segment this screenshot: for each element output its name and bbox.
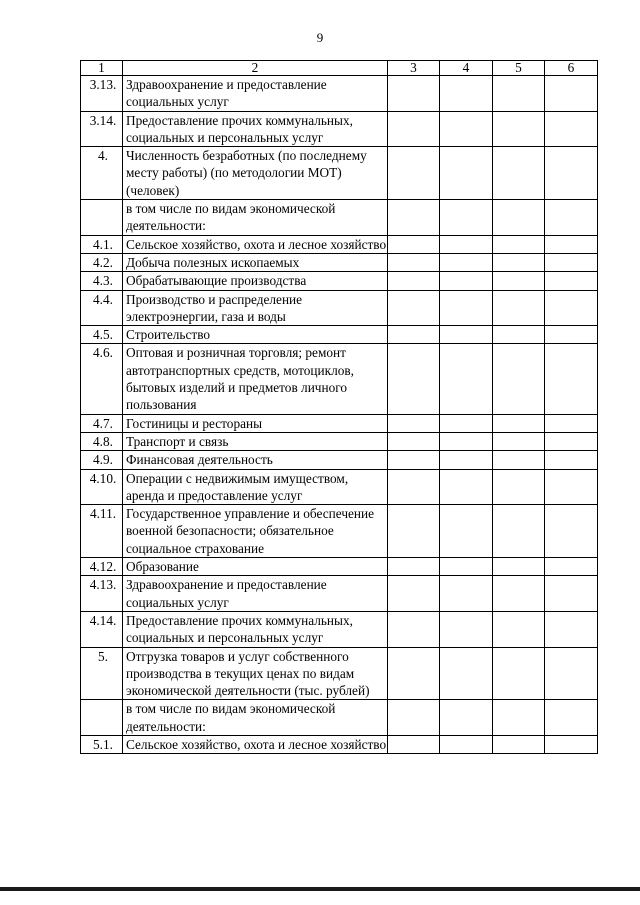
row-number: 4.10. <box>81 469 123 505</box>
value-cell-col-6[interactable] <box>545 700 598 736</box>
value-cell-col-5[interactable] <box>493 558 545 576</box>
value-cell-col-6[interactable] <box>545 558 598 576</box>
value-cell-col-4[interactable] <box>440 235 493 253</box>
row-number: 4. <box>81 147 123 200</box>
value-cell-col-3[interactable] <box>388 469 440 505</box>
row-number: 4.9. <box>81 451 123 469</box>
value-cell-col-4[interactable] <box>440 414 493 432</box>
row-number: 3.14. <box>81 111 123 147</box>
value-cell-col-5[interactable] <box>493 326 545 344</box>
row-number: 3.13. <box>81 76 123 112</box>
row-indicator-name: Финансовая деятельность <box>123 451 388 469</box>
value-cell-col-4[interactable] <box>440 253 493 271</box>
page-number: 9 <box>316 30 324 45</box>
value-cell-col-4[interactable] <box>440 272 493 290</box>
column-header: 3 <box>388 61 440 76</box>
value-cell-col-4[interactable] <box>440 451 493 469</box>
value-cell-col-5[interactable] <box>493 290 545 326</box>
column-header: 2 <box>123 61 388 76</box>
table-row <box>81 200 598 236</box>
value-cell-col-3[interactable] <box>388 558 440 576</box>
value-cell-col-5[interactable] <box>493 272 545 290</box>
value-cell-col-6[interactable] <box>545 290 598 326</box>
row-indicator-name: Транспорт и связь <box>123 432 388 450</box>
value-cell-col-3[interactable] <box>388 414 440 432</box>
row-indicator-name: Добыча полезных ископаемых <box>123 253 388 271</box>
row-indicator-name: Обрабатывающие производства <box>123 272 388 290</box>
value-cell-col-5[interactable] <box>493 111 545 147</box>
row-number: 5.1. <box>81 735 123 753</box>
table-row <box>81 235 598 253</box>
value-cell-col-6[interactable] <box>545 326 598 344</box>
row-number <box>81 700 123 736</box>
row-number: 4.4. <box>81 290 123 326</box>
value-cell-col-4[interactable] <box>440 611 493 647</box>
table-row <box>81 111 598 147</box>
row-indicator-name: Предоставление прочих коммунальных, социальных и персональных услуг <box>123 111 388 147</box>
value-cell-col-4[interactable] <box>440 469 493 505</box>
row-indicator-name: Государственное управление и обеспечение военной безопасности; обязательное социальное страхование <box>123 505 388 558</box>
row-number: 4.7. <box>81 414 123 432</box>
value-cell-col-4[interactable] <box>440 76 493 112</box>
value-cell-col-3[interactable] <box>388 700 440 736</box>
value-cell-col-6[interactable] <box>545 735 598 753</box>
value-cell-col-5[interactable] <box>493 647 545 700</box>
table-row <box>81 432 598 450</box>
row-number: 4.6. <box>81 344 123 414</box>
row-indicator-name: Сельское хозяйство, охота и лесное хозяйство <box>123 235 388 253</box>
table-row <box>81 451 598 469</box>
table-row <box>81 558 598 576</box>
statistics-form-table <box>80 60 598 754</box>
value-cell-col-4[interactable] <box>440 735 493 753</box>
value-cell-col-3[interactable] <box>388 735 440 753</box>
row-indicator-name: Здравоохранение и предоставление социальных услуг <box>123 76 388 112</box>
value-cell-col-5[interactable] <box>493 253 545 271</box>
value-cell-col-4[interactable] <box>440 326 493 344</box>
value-cell-col-3[interactable] <box>388 272 440 290</box>
table-row <box>81 576 598 612</box>
row-indicator-name: Операции с недвижимым имуществом, аренда и предоставление услуг <box>123 469 388 505</box>
value-cell-col-5[interactable] <box>493 344 545 414</box>
row-number: 4.5. <box>81 326 123 344</box>
table-row <box>81 647 598 700</box>
row-indicator-name: в том числе по видам экономической деятельности: <box>123 700 388 736</box>
value-cell-col-6[interactable] <box>545 344 598 414</box>
column-header: 5 <box>493 61 545 76</box>
value-cell-col-3[interactable] <box>388 326 440 344</box>
value-cell-col-6[interactable] <box>545 505 598 558</box>
value-cell-col-6[interactable] <box>545 469 598 505</box>
table-row <box>81 700 598 736</box>
value-cell-col-5[interactable] <box>493 576 545 612</box>
value-cell-col-5[interactable] <box>493 235 545 253</box>
table-row <box>81 414 598 432</box>
table-row <box>81 344 598 414</box>
value-cell-col-4[interactable] <box>440 200 493 236</box>
value-cell-col-5[interactable] <box>493 432 545 450</box>
row-indicator-name: Образование <box>123 558 388 576</box>
value-cell-col-6[interactable] <box>545 235 598 253</box>
row-indicator-name: Оптовая и розничная торговля; ремонт автотранспортных средств, мотоциклов, бытовых изделий и предметов личного пользования <box>123 344 388 414</box>
row-number: 4.1. <box>81 235 123 253</box>
value-cell-col-6[interactable] <box>545 647 598 700</box>
table-row <box>81 505 598 558</box>
value-cell-col-5[interactable] <box>493 76 545 112</box>
value-cell-col-4[interactable] <box>440 147 493 200</box>
value-cell-col-6[interactable] <box>545 147 598 200</box>
value-cell-col-5[interactable] <box>493 451 545 469</box>
value-cell-col-5[interactable] <box>493 200 545 236</box>
value-cell-col-4[interactable] <box>440 576 493 612</box>
value-cell-col-5[interactable] <box>493 147 545 200</box>
row-indicator-name: Гостиницы и рестораны <box>123 414 388 432</box>
table-body <box>81 76 598 754</box>
table-row <box>81 469 598 505</box>
value-cell-col-4[interactable] <box>440 344 493 414</box>
row-indicator-name: Сельское хозяйство, охота и лесное хозяйство <box>123 735 388 753</box>
value-cell-col-3[interactable] <box>388 611 440 647</box>
table-row <box>81 326 598 344</box>
table-row <box>81 253 598 271</box>
value-cell-col-6[interactable] <box>545 111 598 147</box>
value-cell-col-3[interactable] <box>388 432 440 450</box>
row-indicator-name: Отгрузка товаров и услуг собственного производства в текущих ценах по видам экономической деятельности (тыс. рублей) <box>123 647 388 700</box>
value-cell-col-6[interactable] <box>545 253 598 271</box>
row-number <box>81 200 123 236</box>
value-cell-col-3[interactable] <box>388 647 440 700</box>
value-cell-col-3[interactable] <box>388 344 440 414</box>
value-cell-col-6[interactable] <box>545 272 598 290</box>
row-number: 5. <box>81 647 123 700</box>
table-row <box>81 76 598 112</box>
row-number: 4.8. <box>81 432 123 450</box>
value-cell-col-5[interactable] <box>493 700 545 736</box>
table-row <box>81 272 598 290</box>
row-indicator-name: Численность безработных (по последнему месту работы) (по методологии МОТ) (человек) <box>123 147 388 200</box>
value-cell-col-3[interactable] <box>388 76 440 112</box>
row-number: 4.3. <box>81 272 123 290</box>
value-cell-col-5[interactable] <box>493 414 545 432</box>
value-cell-col-6[interactable] <box>545 611 598 647</box>
table-row <box>81 290 598 326</box>
table-row <box>81 735 598 753</box>
value-cell-col-3[interactable] <box>388 200 440 236</box>
value-cell-col-6[interactable] <box>545 200 598 236</box>
value-cell-col-6[interactable] <box>545 451 598 469</box>
row-indicator-name: Здравоохранение и предоставление социальных услуг <box>123 576 388 612</box>
value-cell-col-5[interactable] <box>493 505 545 558</box>
value-cell-col-6[interactable] <box>545 576 598 612</box>
value-cell-col-3[interactable] <box>388 253 440 271</box>
value-cell-col-4[interactable] <box>440 432 493 450</box>
column-header: 4 <box>440 61 493 76</box>
value-cell-col-3[interactable] <box>388 576 440 612</box>
value-cell-col-5[interactable] <box>493 611 545 647</box>
table-row <box>81 611 598 647</box>
column-header: 6 <box>545 61 598 76</box>
row-number: 4.12. <box>81 558 123 576</box>
value-cell-col-4[interactable] <box>440 647 493 700</box>
row-number: 4.13. <box>81 576 123 612</box>
value-cell-col-6[interactable] <box>545 414 598 432</box>
bottom-rule <box>0 887 640 891</box>
value-cell-col-4[interactable] <box>440 111 493 147</box>
value-cell-col-4[interactable] <box>440 558 493 576</box>
value-cell-col-6[interactable] <box>545 432 598 450</box>
row-indicator-name: Производство и распределение электроэнергии, газа и воды <box>123 290 388 326</box>
row-indicator-name: в том числе по видам экономической деятельности: <box>123 200 388 236</box>
column-header: 1 <box>81 61 123 76</box>
value-cell-col-6[interactable] <box>545 76 598 112</box>
row-number: 4.2. <box>81 253 123 271</box>
value-cell-col-5[interactable] <box>493 735 545 753</box>
value-cell-col-4[interactable] <box>440 505 493 558</box>
value-cell-col-4[interactable] <box>440 700 493 736</box>
value-cell-col-4[interactable] <box>440 290 493 326</box>
value-cell-col-3[interactable] <box>388 147 440 200</box>
row-indicator-name: Строительство <box>123 326 388 344</box>
value-cell-col-3[interactable] <box>388 235 440 253</box>
row-number: 4.14. <box>81 611 123 647</box>
value-cell-col-3[interactable] <box>388 111 440 147</box>
value-cell-col-3[interactable] <box>388 451 440 469</box>
row-number: 4.11. <box>81 505 123 558</box>
header-row <box>81 61 598 76</box>
value-cell-col-5[interactable] <box>493 469 545 505</box>
value-cell-col-3[interactable] <box>388 290 440 326</box>
table-row <box>81 147 598 200</box>
value-cell-col-3[interactable] <box>388 505 440 558</box>
row-indicator-name: Предоставление прочих коммунальных, социальных и персональных услуг <box>123 611 388 647</box>
